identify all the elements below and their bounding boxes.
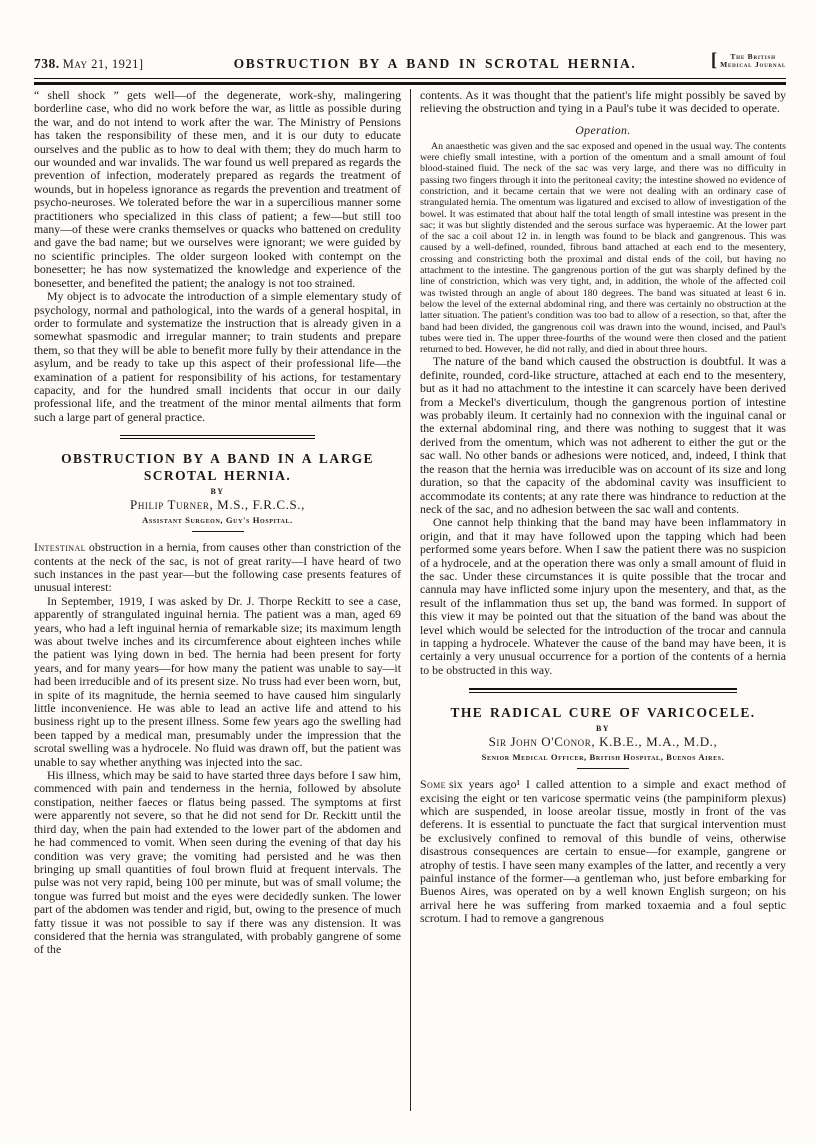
hernia-affiliation: Assistant Surgeon, Guy's Hospital. (142, 515, 293, 526)
hernia-discussion-paragraph-1: The nature of the band which caused the obstruction is doubtful. It was a definite, rounded, cord-like structure, attached at each end to the mesentery, but as it had no attachment to the intestine it can scarcely have been derived from a Meckel's diverticulum, though the gangrenous portion of intestine was probably ileum. It certainly had no connexion with the inguinal canal or the external abdominal ring, and there was nothing to suggest that it was derived from the omentum, which was not adherent to either the gut or the sac wall. No other bands or adhesions were noticed, and, indeed, I think that the reason that the hernia was irreducible was on account of its size and long duration, so that the capacity of the abdominal cavity was insufficient to accommodate its contents; at any rate there was hindrance to reduction at the neck of the sac, and no adhesion between the sac wall and contents. (420, 354, 786, 516)
varicocele-lead-word: Some (420, 777, 446, 792)
hernia-title-line2: SCROTAL HERNIA. (143, 468, 292, 484)
right-column (410, 89, 786, 1111)
hernia-intro-paragraph (34, 541, 401, 595)
varicocele-author: Sir John O'Conor, K.B.E., M.A., M.D., (488, 734, 718, 750)
intro-lead-word: Intestinal (34, 540, 86, 555)
page-header (34, 50, 786, 72)
hernia-case-paragraph-2-continued: contents. As it was thought that the patient's life might possibly be saved by relieving the obstruction and tying in a Paul's tube it was decided to operate. (420, 88, 786, 116)
hernia-author: Philip Turner, M.S., F.R.C.S., (130, 497, 305, 513)
bracket-glyph: [ (710, 50, 718, 71)
varicocele-paragraph-1 (420, 778, 786, 925)
varicocele-affiliation: Senior Medical Officer, British Hospital, Buenos Aires. (481, 752, 725, 763)
journal-name-line1: The British (730, 51, 776, 61)
hernia-article-title (34, 450, 401, 484)
header-rule (34, 78, 786, 85)
journal-name-block (656, 50, 786, 72)
author-rule (192, 531, 244, 532)
running-title: OBSTRUCTION BY A BAND IN SCROTAL HERNIA. (233, 56, 637, 71)
article-divider (469, 688, 737, 693)
hernia-case-paragraph-1: In September, 1919, I was asked by Dr. J. Thorpe Reckitt to see a case, apparently of strangulated inguinal hernia. The patient was a man, aged 69 years, who had a left inguinal hernia of remarkable size; its maximum length was about twelve inches and its circumference about eighteen inches while the patient was lying down in bed. The hernia had been present for forty years, and for many years—for how many the patient was unable to say—it had been irreducible and of its present size. No truss had ever been worn, but, in spite of its magnitude, the hernia seemed to have caused him singularly little inconvenience. He was able to lead an active life and attend to his business right up to the present illness. Some few years ago the swelling had been tapped by a medical man, presumably under the impression that the scrotal swelling was a hydrocele. No fluid was drawn off, but the patient was unable to say whether anything was injected into the sac. (34, 593, 401, 769)
varicocele-by-label: BY (595, 724, 611, 734)
hernia-title-line1: OBSTRUCTION BY A BAND IN A LARGE (61, 451, 374, 467)
shell-shock-paragraph-1: “ shell shock ” gets well—of the degenerate, work-shy, malingering borderline case, who did no work before the war, as little as possible during the war, and do not intend to work after the war. The Ministry of Pensions has taken the responsibility of these men, and it is our duty to educate ourselves and the public as to how to deal with them; they do much harm to our wounded and war invalids. The war found us well prepared as regards the prevention of infection, moderately prepared as regards the treatment of wounds, but in hopeless ignorance as regards the prevention and treatment of psycho-neuroses. We tolerated before the war in a supercilious manner some practitioners who specialized in this class of patient; a few—but still too many—of these were cranks themselves or quacks who battened on credulity and gave the bad name; but we ourselves were ignorant; we were guided by no scientific principles. The older surgeon looked with contempt on the bonesetter; he has now systematized the knowledge and experience of the bonesetter, and benefited the patient; the analogy is not too strained. (34, 88, 401, 290)
hernia-discussion-paragraph-2: One cannot help thinking that the band may have been inflammatory in origin, and that it may have followed upon the tapping which had been performed some years before. When I saw the patient there was no suspicion of a hydrocele, and at the operation there was only a small amount of fluid in the sac. Under these circumstances it is quite possible that the trocar and cannula may have inflicted some injury upon the mesentery, and that, as the result of the inflammation thus set up, the band was formed. In support of this view it may be pointed out that the situation of the band was about the level which would be selected for the introduction of the trocar and cannula in tapping a hydrocele. Whatever the cause of the band may have been, it is certainly a very unusual occurrence for a portion of the contents of a hernia to be obstructed in this way. (420, 515, 786, 677)
left-column (34, 89, 410, 1111)
journal-name-line2: Medical Journal (720, 60, 786, 69)
shell-shock-paragraph-2: My object is to advocate the introduction of a simple elementary study of psychology, normal and pathological, into the wards of a general hospital, in order to formulate and systematize the instruction that is already given in a somewhat spasmodic and irregular manner; to train students and prepare them, so that they will be able to benefit more fully by their attendance in the asylum, and be ready to take up this aspect of their professional life—the examination of a patient for responsibility of his actions, for testamentary capacity, and for the hundred small incidents that occur in our daily professional life, and the treatment of the minor mental ailments that form such a large part of general practice. (34, 289, 401, 424)
operation-paragraph: An anaesthetic was given and the sac exposed and opened in the usual way. The contents were chiefly small intestine, with a portion of the omentum and a small amount of foul blood-stained fluid. The neck of the sac was very large, and there was no difficulty in passing two fingers through it into the peritoneal cavity; the intestine showed no evidence of constriction, and it became certain that we were not dealing with an ordinary case of strangulated hernia. The omentum was ligatured and excised to allow of investigation of the bowel. It was estimated that about half the total length of small intestine was present in the sac; it was but slightly distended and the serous surface was hyperaemic. At the lower part of the sac a coil about 12 in. in length was found to be black and gangrenous. This was caused by a well-defined, rounded, fibrous band attached at each end to the mesentery, crossing and constricting both the proximal and distal ends of the coil, but having no attachment to the intestine. The gangrenous portion of the gut was sharply defined by the line of constriction, which was very tight, and, in addition, the whole of the affected coil was twisted through an angle of about 180 degrees. The band was situated at least 6 in. below the level of the external abdominal ring, and there was certainly no obstruction at the latter situation. The patient's condition was too bad to allow of a resection, so that, after the band had been divided, the gangrenous coil was drawn into the wound, incised, and Paul's tubes were tied in. The upper three-fourths of the wound were then closed and the patient returned to bed. However, he did not rally, and died in about three hours. (420, 140, 786, 356)
author-rule (577, 768, 629, 769)
page-number-and-date (34, 56, 214, 72)
hernia-by-label: BY (210, 487, 225, 497)
varicocele-text: six years ago¹ I called attention to a simple and exact method of excising the eight or ten varicose spermatic veins (the pampiniform plexus) which are suspended, in loose areolar tissue, mostly in front of the vas deferens. It is essential to punctuate the fact that surgical intervention must be exclusively confined to removal of this bundle of veins, otherwise disastrous consequences are certain to ensue—for example, gangrene or atrophy of testis. I have seen many examples of the latter, and recently a very painful instance of the former—a gentleman who, just before embarking for Buenos Aires, was operated on by a well known English surgeon; on his arrival here he was suffering from marked toxaemia and a foul septic scrotum. I had to remove a gangrenous (420, 777, 786, 926)
section-divider (120, 435, 315, 439)
operation-heading: Operation. (575, 122, 631, 137)
varicocele-article-title: THE RADICAL CURE OF VARICOCELE. (450, 705, 756, 721)
hernia-case-paragraph-2-left: His illness, which may be said to have started three days before I saw him, commenced with pain and tenderness in the hernia, followed by absolute constipation, neither faeces or flatus being passed. The symptoms at first were apparently not severe, so that he did not send for Dr. Reckitt until the third day, when the pain had extended to the lower part of the abdomen and he had commenced to vomit. When seen during the evening of that day his condition was very grave; the vomiting had persisted and he was then bringing up small quantities of foul brown fluid at frequent intervals. The pulse was not very rapid, being 100 per minute, but was of small volume; the tongue was furred but moist and the eyes were decidedly sunken. The lower part of the abdomen was tender and rigid, but, owing to the presence of much fatty tissue it was not possible to say if there was any distension. It was considered that the hernia was strangulated, with probably gangrene of some of the (34, 768, 401, 957)
intro-text: obstruction in a hernia, from causes other than constriction of the contents at the neck of the sac, is not of great rarity—I have heard of two such instances in the past year—but the following case presents features of unusual interest: (34, 540, 401, 595)
journal-name (720, 53, 786, 70)
page-number: 738. (34, 56, 60, 71)
issue-date: May 21, 1921] (62, 57, 144, 71)
two-column-layout (34, 89, 786, 1111)
